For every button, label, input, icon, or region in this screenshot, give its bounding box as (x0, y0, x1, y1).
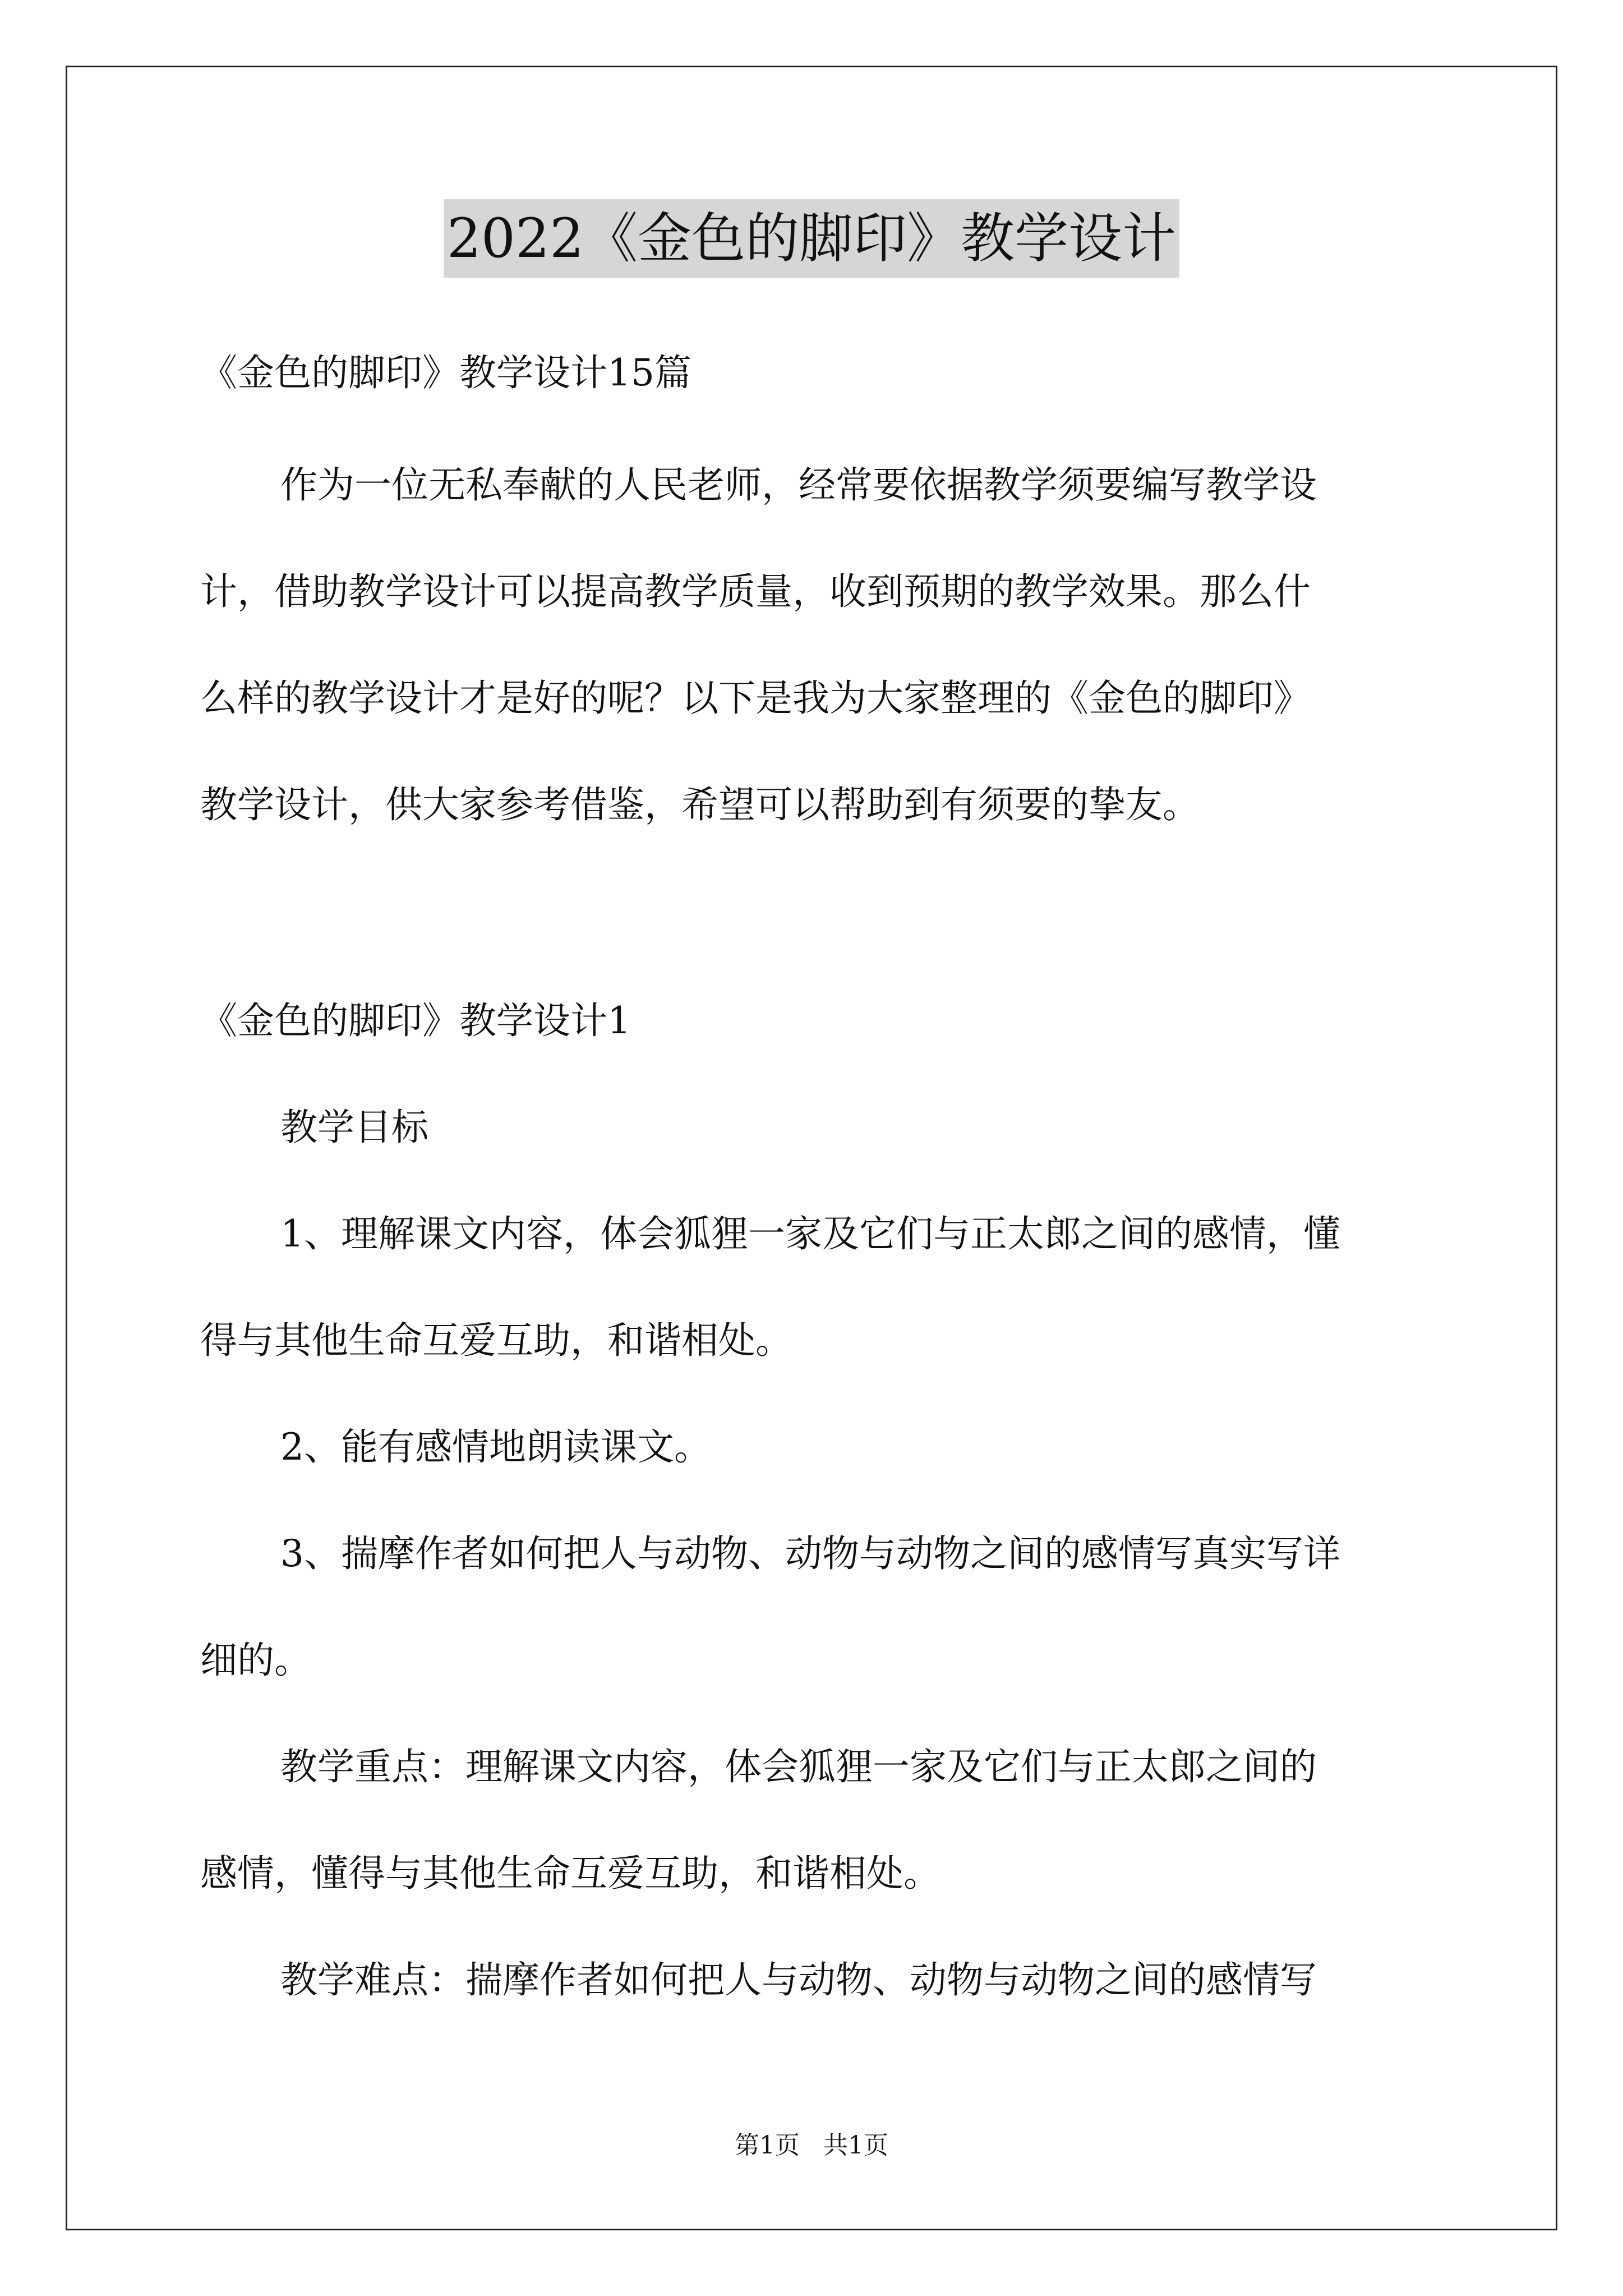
intro-line-1: 作为一位无私奉献的人民老师，经常要依据教学须要编写教学设 (280, 463, 1317, 507)
objective-3-line-2: 细的。 (200, 1639, 311, 1682)
key-point-line-2: 感情，懂得与其他生命互爱互助，和谐相处。 (200, 1852, 940, 1895)
difficulty-line-1: 教学难点：揣摩作者如何把人与动物、动物与动物之间的感情写 (280, 1958, 1317, 2001)
section-heading-1: 《金色的脚印》教学设计1 (200, 999, 631, 1042)
objective-3-line-1: 3、揣摩作者如何把人与动物、动物与动物之间的感情写真实写详 (280, 1532, 1340, 1575)
objective-2: 2、能有感情地朗读课文。 (280, 1425, 711, 1469)
objective-1-line-2: 得与其他生命互爱互助，和谐相处。 (200, 1319, 792, 1362)
intro-line-4: 教学设计，供大家参考借鉴，希望可以帮助到有须要的挚友。 (200, 783, 1200, 826)
document-title: 2022《金色的脚印》教学设计 (444, 199, 1179, 278)
key-point-line-1: 教学重点：理解课文内容，体会狐狸一家及它们与正太郎之间的 (280, 1745, 1317, 1788)
subheading-objectives: 教学目标 (280, 1106, 428, 1149)
objective-1-line-1: 1、理解课文内容，体会狐狸一家及它们与正太郎之间的感情，懂 (280, 1212, 1340, 1255)
title-container (0, 199, 1623, 278)
intro-line-3: 么样的教学设计才是好的呢？以下是我为大家整理的《金色的脚印》 (200, 677, 1311, 720)
collection-heading: 《金色的脚印》教学设计15篇 (200, 351, 691, 394)
page-footer: 第1页 共1页 (735, 2131, 888, 2160)
intro-line-2: 计，借助教学设计可以提高教学质量，收到预期的教学效果。那么什 (200, 570, 1311, 613)
